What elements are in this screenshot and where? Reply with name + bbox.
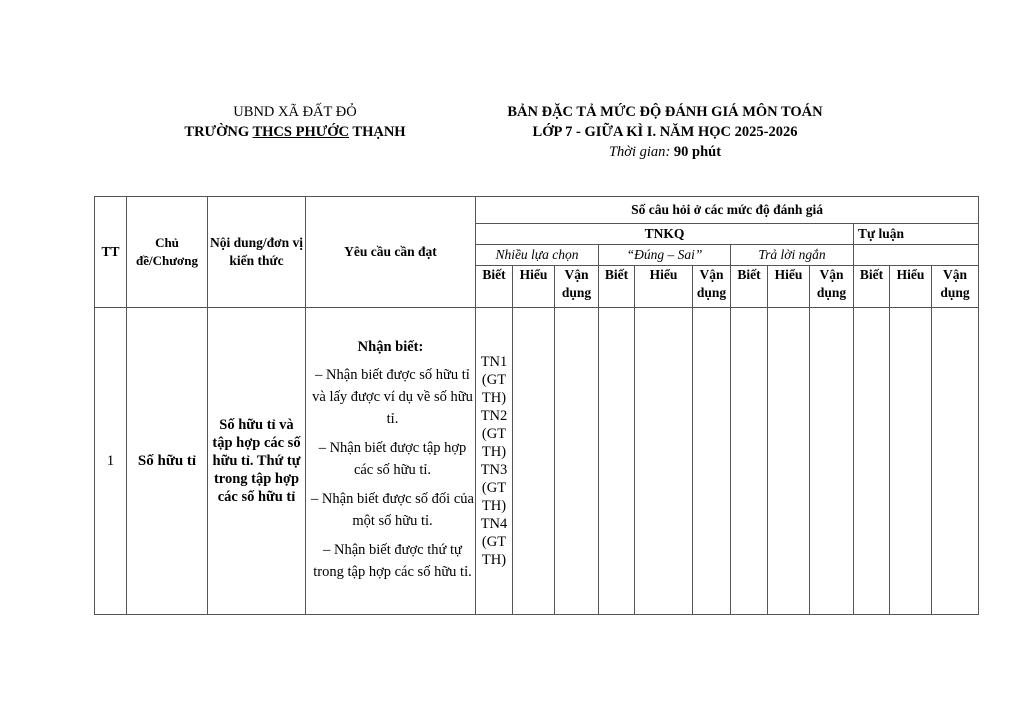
header-requirement: Yêu cầu cần đạt [306, 197, 476, 308]
header-short-answer: Trả lời ngắn [731, 245, 854, 266]
row-number: 1 [95, 308, 127, 615]
row-topic: Số hữu tỉ [127, 308, 208, 615]
document-title: BẢN ĐẶC TẢ MỨC ĐỘ ĐÁNH GIÁ MÔN TOÁN [507, 104, 823, 120]
header-essay-blank [854, 245, 979, 266]
header-multiple-choice: Nhiều lựa chọn [476, 245, 599, 266]
level-apply: Vận dụng [693, 266, 731, 308]
header-true-false: “Đúng – Sai” [599, 245, 731, 266]
level-apply: Vận dụng [810, 266, 854, 308]
question-code: (GT [481, 480, 507, 496]
specification-table [94, 196, 979, 615]
table-row [95, 308, 979, 615]
requirement-item: – Nhận biết được số đối của một số hữu tỉ. [311, 491, 474, 529]
level-know: Biết [731, 266, 768, 308]
level-apply: Vận dụng [932, 266, 979, 308]
question-code: (GT [481, 534, 507, 550]
level-understand: Hiểu [890, 266, 932, 308]
level-know: Biết [854, 266, 890, 308]
question-code: TN1 [480, 354, 508, 370]
header-tt: TT [95, 197, 127, 308]
empty-cell [768, 308, 810, 615]
header-tnkq: TNKQ [476, 224, 854, 245]
empty-cell [932, 308, 979, 615]
header-topic: Chủ đề/Chương [127, 197, 208, 308]
question-code: (GT [481, 372, 507, 388]
school-header [150, 102, 440, 142]
empty-cell [810, 308, 854, 615]
school-name: TRƯỜNG THCS PHƯỚC THẠNH [184, 124, 406, 140]
row-content: Số hữu tỉ và tập hợp các số hữu tỉ. Thứ tự trong tập hợp các số hữu tỉ [208, 308, 306, 615]
document-header [455, 102, 875, 162]
header-essay: Tự luận [854, 224, 979, 245]
requirement-item: – Nhận biết được tập hợp các số hữu tỉ. [318, 440, 467, 478]
empty-cell [854, 308, 890, 615]
question-code: (GT [481, 426, 507, 442]
question-code: TH) [481, 552, 507, 568]
exam-time: Thời gian: 90 phút [608, 144, 722, 160]
question-code: TN4 [480, 516, 508, 532]
empty-cell [513, 308, 555, 615]
question-code: TH) [481, 498, 507, 514]
requirement-title: Nhận biết: [357, 339, 424, 355]
level-apply: Vận dụng [555, 266, 599, 308]
header-levels-group: Số câu hỏi ở các mức độ đánh giá [476, 197, 979, 224]
level-know: Biết [476, 266, 513, 308]
question-code: TN3 [480, 462, 508, 478]
requirement-item: – Nhận biết được số hữu tỉ và lấy được ví dụ về số hữu tỉ. [312, 367, 473, 427]
level-know: Biết [599, 266, 635, 308]
level-understand: Hiểu [635, 266, 693, 308]
empty-cell [599, 308, 635, 615]
row-requirement [306, 308, 476, 615]
question-code: TN2 [480, 408, 508, 424]
empty-cell [731, 308, 768, 615]
empty-cell [890, 308, 932, 615]
empty-cell [555, 308, 599, 615]
level-understand: Hiểu [513, 266, 555, 308]
question-codes [476, 308, 513, 615]
question-code: TH) [481, 444, 507, 460]
empty-cell [635, 308, 693, 615]
district-name: UBND XÃ ĐẤT ĐỎ [233, 104, 357, 120]
empty-cell [693, 308, 731, 615]
question-code: TH) [481, 390, 507, 406]
level-understand: Hiểu [768, 266, 810, 308]
document-subtitle: LỚP 7 - GIỮA KÌ I. NĂM HỌC 2025-2026 [532, 124, 798, 140]
requirement-item: – Nhận biết được thứ tự trong tập hợp các số hữu tỉ. [313, 542, 472, 580]
header-content: Nội dung/đơn vị kiến thức [208, 197, 306, 308]
